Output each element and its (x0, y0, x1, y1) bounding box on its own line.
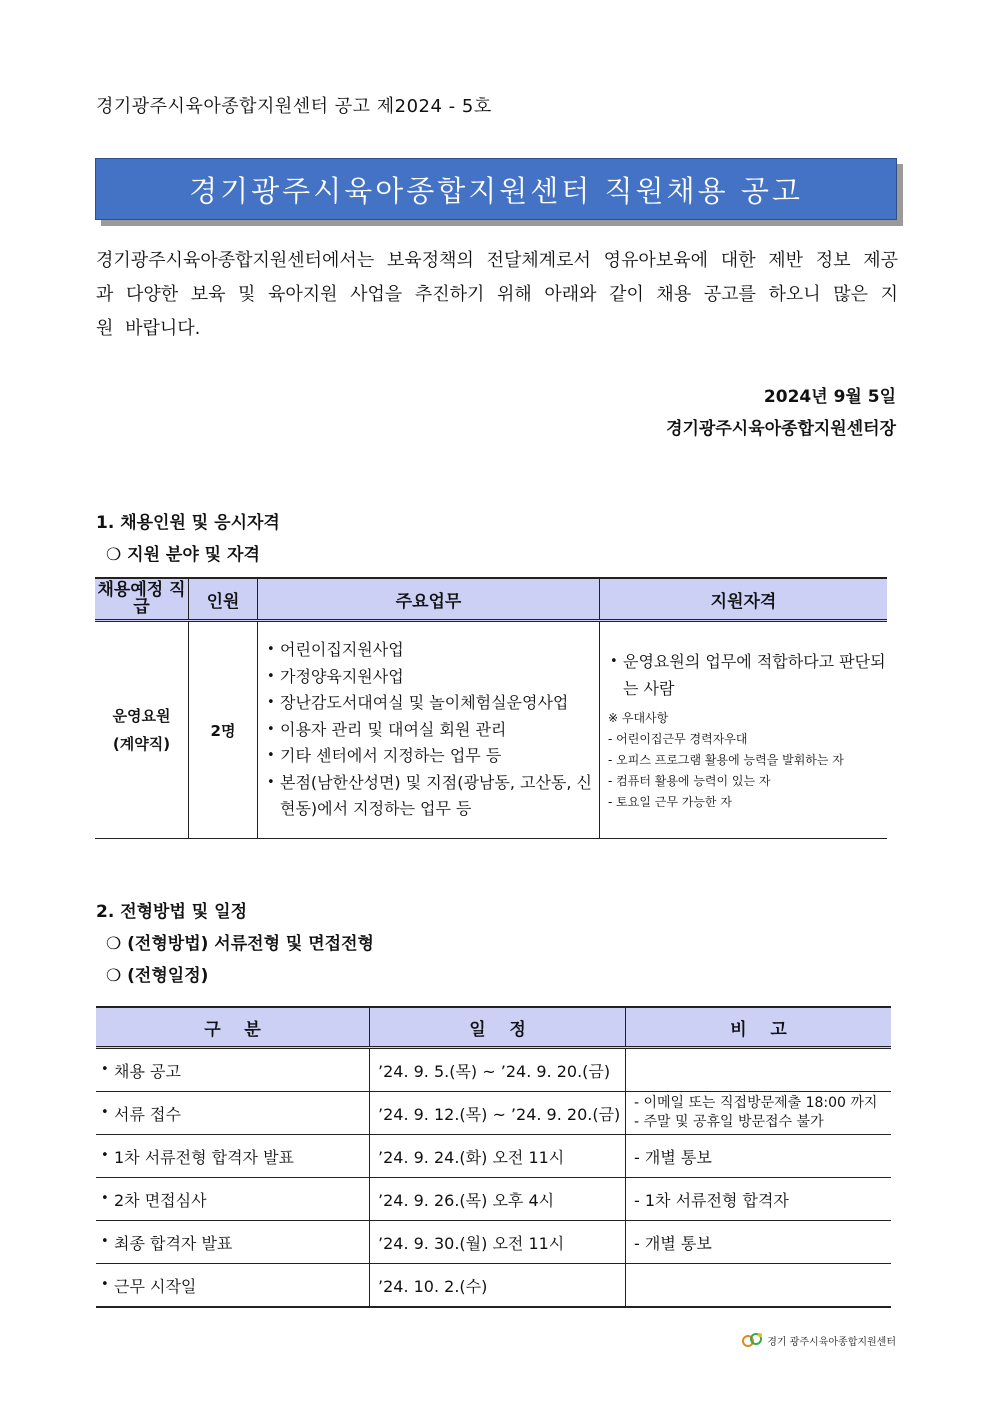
table-row (96, 1264, 891, 1308)
header-qualification: 지원자격 (600, 578, 888, 621)
header-category: 구 분 (96, 1007, 370, 1048)
positions-table (95, 577, 887, 839)
signer: 경기광주시육아종합지원센터장 (666, 419, 896, 439)
notice-number: 경기광주시육아종합지원센터 공고 제2024 - 5호 (96, 96, 492, 117)
positions-row (95, 621, 887, 839)
duty-item: • 본점(남한산성면) 및 지점(광남동, 고산동, 신현동)에서 지정하는 업무 등 (266, 770, 599, 823)
duty-item: • 어린이집지원사업 (266, 637, 599, 664)
category-cell: • 2차 면접심사 (100, 1191, 207, 1210)
remark-cell (626, 1092, 892, 1135)
position-name: 운영요원 (112, 707, 171, 725)
preference-item: - 토요일 근무 가능한 자 (608, 795, 732, 809)
remark-cell: - 개별 통보 (626, 1135, 892, 1178)
category-cell: • 채용 공고 (100, 1062, 181, 1081)
schedule-cell: ’24. 9. 5.(목) ~ ’24. 9. 20.(금) (370, 1048, 626, 1092)
category-cell: • 최종 합격자 발표 (100, 1234, 232, 1253)
remark-line: - 이메일 또는 직접방문제출 18:00 까지 (634, 1095, 878, 1111)
page-title: 경기광주시육아종합지원센터 직원채용 공고 (95, 158, 897, 220)
remark-cell: - 개별 통보 (626, 1221, 892, 1264)
section2-sub-schedule: ❍ (전형일정) (106, 966, 209, 986)
qualification-cell (600, 621, 888, 839)
category-cell: • 1차 서류전형 합격자 발표 (100, 1148, 294, 1167)
duties-cell (258, 621, 600, 839)
schedule-cell: ’24. 9. 26.(목) 오후 4시 (370, 1178, 626, 1221)
table-row (96, 1178, 891, 1221)
schedule-table (96, 1006, 891, 1308)
section1-sub: ❍ 지원 분야 및 자격 (106, 545, 260, 565)
footer-logo-text: 경기 광주시육아종합지원센터 (767, 1336, 896, 1348)
position-type: (계약직) (112, 735, 171, 753)
preference-heading: ※ 우대사항 (608, 711, 669, 725)
remark-line: - 주말 및 공휴일 방문접수 불가 (634, 1114, 824, 1130)
positions-header-row (95, 578, 887, 621)
section1-heading: 1. 채용인원 및 응시자격 (96, 513, 280, 533)
header-count: 인원 (189, 578, 258, 621)
header-duties: 주요업무 (258, 578, 600, 621)
center-logo-icon (741, 1331, 765, 1349)
duty-item: • 기타 센터에서 지정하는 업무 등 (266, 743, 599, 770)
table-row (96, 1135, 891, 1178)
intro-paragraph: 경기광주시육아종합지원센터에서는 보육정책의 전달체계로서 영유아보육에 대한 제반 정보 제공과 다양한 보육 및 육아지원 사업을 추진하기 위해 아래와 같이 채용 공고를 하오니 많은 지원 바랍니다. (96, 250, 898, 339)
table-row (96, 1221, 891, 1264)
header-remark: 비 고 (626, 1007, 892, 1048)
preference-item: - 어린이집근무 경력자우대 (608, 732, 748, 746)
schedule-cell: ’24. 10. 2.(수) (370, 1264, 626, 1308)
header-position: 채용예정 직급 (95, 578, 189, 621)
schedule-cell: ’24. 9. 30.(월) 오전 11시 (370, 1221, 626, 1264)
schedule-cell: ’24. 9. 24.(화) 오전 11시 (370, 1135, 626, 1178)
schedule-cell: ’24. 9. 12.(목) ~ ’24. 9. 20.(금) (370, 1092, 626, 1135)
table-row (96, 1048, 891, 1092)
table-row (96, 1092, 891, 1135)
remark-cell: - 1차 서류전형 합격자 (626, 1178, 892, 1221)
category-cell: • 서류 접수 (100, 1105, 181, 1124)
category-cell: • 근무 시작일 (100, 1277, 196, 1296)
remark-cell (626, 1048, 892, 1092)
remark-cell (626, 1264, 892, 1308)
count-cell: 2명 (189, 621, 258, 839)
title-banner (95, 158, 903, 224)
qualification-main: • 운영요원의 업무에 적합하다고 판단되는 사람 (608, 648, 887, 702)
position-cell (95, 621, 189, 839)
duty-item: • 장난감도서대여실 및 놀이체험실운영사업 (266, 690, 599, 717)
footer-logo (741, 1331, 896, 1349)
duty-item: • 가정양육지원사업 (266, 664, 599, 691)
preference-item: - 컴퓨터 활용에 능력이 있는 자 (608, 774, 771, 788)
schedule-header-row (96, 1007, 891, 1048)
notice-date: 2024년 9월 5일 (763, 387, 896, 407)
duty-item: • 이용자 관리 및 대여실 회원 관리 (266, 717, 599, 744)
preference-item: - 오피스 프로그램 활용에 능력을 발휘하는 자 (608, 753, 844, 767)
section2-sub-method: ❍ (전형방법) 서류전형 및 면접전형 (106, 934, 374, 954)
header-schedule: 일 정 (370, 1007, 626, 1048)
section2-heading: 2. 전형방법 및 일정 (96, 902, 247, 922)
